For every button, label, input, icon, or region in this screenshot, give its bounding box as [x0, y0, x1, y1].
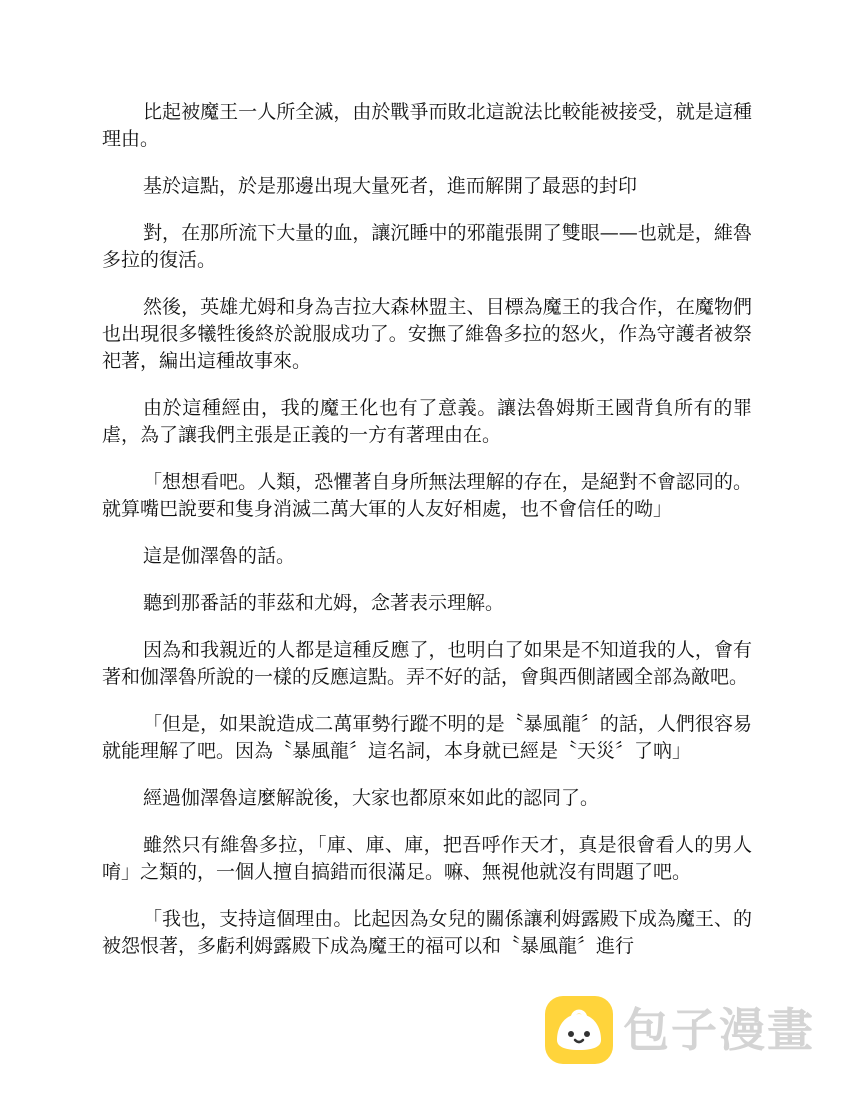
paragraph: 「想想看吧。人類，恐懼著自身所無法理解的存在，是絕對不會認同的。就算嘴巴說要和隻身消滅二萬大軍的人友好相處，也不會信任的呦」: [102, 471, 752, 520]
paragraph: 「但是，如果說造成二萬軍勢行蹤不明的是〝暴風龍〞的話，人們很容易就能理解了吧。因為〝暴風龍〞這名詞，本身就已經是〝天災〞了吶」: [102, 713, 752, 762]
paragraph: 對，在那所流下大量的血，讓沉睡中的邪龍張開了雙眼——也就是，維魯多拉的復活。: [102, 222, 752, 271]
paragraph: 因為和我親近的人都是這種反應了，也明白了如果是不知道我的人，會有著和伽澤魯所說的一樣的反應這點。弄不好的話，會與西側諸國全部為敵吧。: [102, 639, 752, 688]
paragraph: 由於這種經由，我的魔王化也有了意義。讓法魯姆斯王國背負所有的罪虐，為了讓我們主張是正義的一方有著理由在。: [102, 397, 752, 446]
paragraph: 聽到那番話的菲茲和尤姆，念著表示理解。: [143, 592, 505, 614]
body-text: [102, 99, 752, 980]
paragraph: 經過伽澤魯這麼解說後，大家也都原來如此的認同了。: [143, 787, 600, 809]
paragraph: 「我也，支持這個理由。比起因為女兒的關係讓利姆露殿下成為魔王、的被怨恨著，多虧利姆露殿下成為魔王的福可以和〝暴風龍〞進行: [102, 908, 752, 957]
paragraph: 這是伽澤魯的話。: [143, 545, 296, 567]
paragraph: 雖然只有維魯多拉，「庫、庫、庫，把吾呼作天才，真是很會看人的男人唷」之類的，一個人擅自搞錯而很滿足。嘛、無視他就沒有問題了吧。: [102, 834, 752, 883]
paragraph: 然後，英雄尤姆和身為吉拉大森林盟主、目標為魔王的我合作，在魔物們也出現很多犧牲後終於說服成功了。安撫了維魯多拉的怒火，作為守護者被祭祀著，編出這種故事來。: [102, 296, 752, 372]
bun-mascot-icon: [543, 994, 615, 1066]
watermark-text: 包子漫畫: [623, 1003, 815, 1057]
paragraph: 基於這點，於是那邊出現大量死者，進而解開了最惡的封印: [143, 175, 638, 197]
watermark: [543, 994, 833, 1066]
paragraph: 比起被魔王一人所全滅，由於戰爭而敗北這說法比較能被接受，就是這種理由。: [102, 101, 752, 150]
